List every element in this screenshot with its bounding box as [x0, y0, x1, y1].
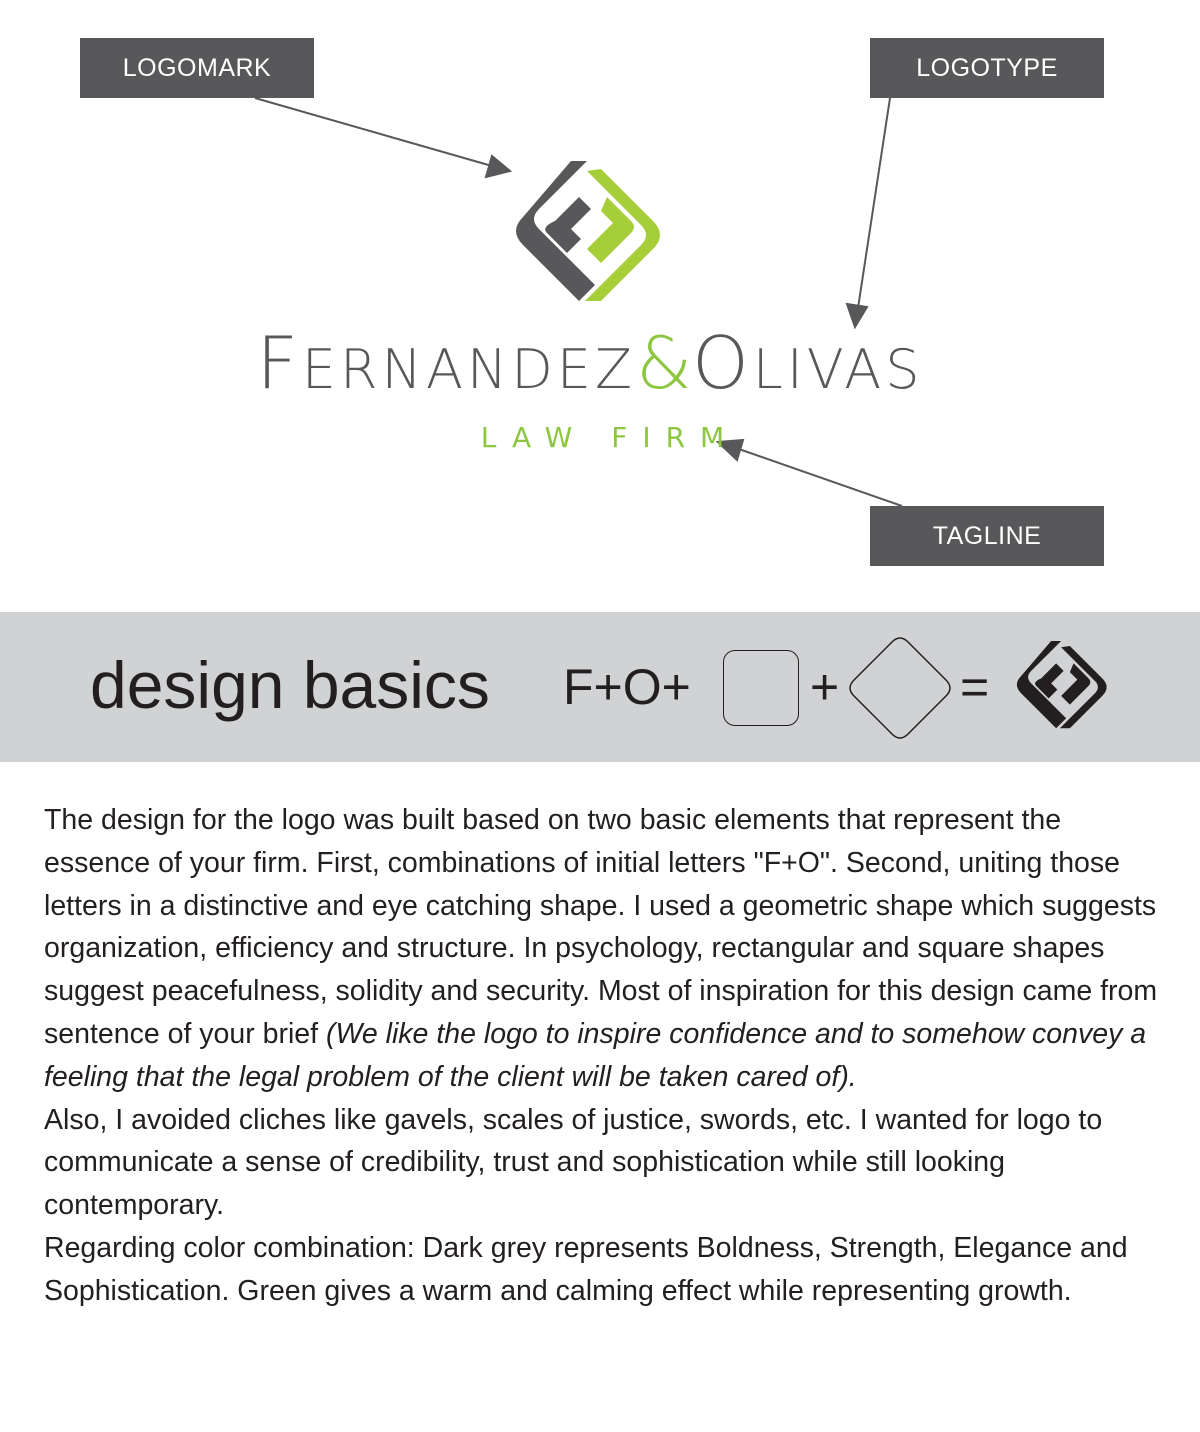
- logotype-callout-label: LOGOTYPE: [916, 53, 1058, 82]
- description-paragraph-3: Regarding color combination: Dark grey represents Boldness, Strength, Elegance and Sophistication. Green gives a warm and calming effect while representing growth.: [44, 1231, 1128, 1307]
- logotype-olivas-rest: LIVAS: [752, 338, 924, 401]
- design-basics-band: [0, 612, 1200, 762]
- equation-letters: F+O+: [563, 659, 691, 715]
- logomark-black-icon: [1010, 634, 1116, 734]
- logotype: [210, 318, 970, 408]
- tagline-text: LAW FIRM: [480, 421, 740, 454]
- rounded-diamond-shape: [848, 636, 952, 740]
- description-paragraph-1: [44, 799, 1174, 1099]
- description-paragraph-2: Also, I avoided cliches like gavels, scales of justice, swords, etc. I wanted for logo to communicate a sense of credibility, trust and sophistication while still looking contemporary.: [44, 1103, 1103, 1222]
- logotype-initial-f: F: [256, 321, 302, 405]
- logomark-icon: [505, 155, 675, 305]
- design-basics-title: design basics: [90, 648, 490, 722]
- design-description: [44, 799, 1174, 1313]
- equation-equals: =: [960, 659, 990, 715]
- logotype-initial-o: O: [692, 321, 753, 405]
- equation-plus: +: [810, 659, 840, 715]
- logotype-fernandez-rest: ERNANDEZ: [301, 338, 636, 401]
- description-paragraph-1-text: The design for the logo was built based on two basic elements that represent the essence of your firm. First, combinations of initial letters "F+O". Second, uniting those letters in a distinctive and eye catching shape. I used a geometric shape which suggests organization, efficiency and structure. In psychology, rectangular and square shapes suggest peacefulness, solidity and security. Most of inspiration for this design came from sentence of your brief: [44, 804, 1158, 1050]
- logomark-arrow-line: [255, 98, 492, 166]
- logotype-arrow-line: [858, 98, 890, 308]
- rounded-square-shape: [723, 650, 799, 726]
- logomark-callout-label: LOGOMARK: [122, 53, 272, 82]
- description-brief-quote: (We like the logo to inspire confidence and to somehow convey a feeling that the legal problem of the client will be taken cared of).: [44, 1017, 1147, 1093]
- logotype-ampersand: &: [635, 321, 693, 405]
- tagline-callout-label: TAGLINE: [932, 521, 1042, 550]
